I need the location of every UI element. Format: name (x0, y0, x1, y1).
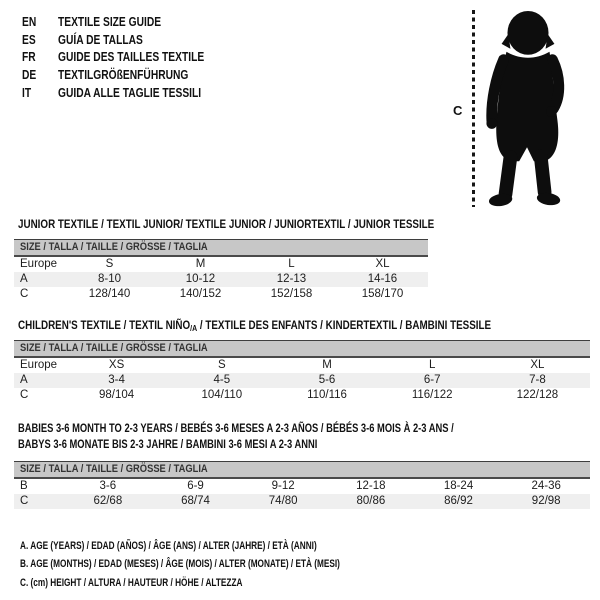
language-code (22, 68, 58, 82)
table-cell: S (217, 359, 226, 371)
legend-footnotes (20, 537, 447, 592)
table-cell: 92/98 (531, 495, 561, 507)
language-code-text: EN (22, 14, 37, 29)
table-cell: M (195, 258, 206, 270)
table-row (14, 494, 590, 509)
language-title: GUÍA DE TALLAS (58, 32, 143, 47)
table-row (14, 257, 428, 272)
footnote-a (20, 537, 447, 555)
table-cell: 14-16 (367, 273, 398, 285)
table-row (14, 272, 428, 287)
table-cell: 104/110 (201, 389, 243, 401)
row-label: C (20, 495, 29, 507)
language-row (22, 66, 236, 84)
table-cell: XL (530, 359, 545, 371)
section-title-subscript: /A (190, 323, 198, 333)
language-code-text: ES (22, 32, 36, 47)
table-cell: 110/116 (307, 389, 347, 401)
language-code (22, 15, 58, 29)
language-code (22, 50, 58, 64)
table-cell: XS (108, 359, 125, 371)
table-cell: 18-24 (443, 480, 474, 492)
children-size-table (14, 340, 590, 403)
table-cell: 9-12 (271, 480, 295, 492)
footnote-text: B. AGE (MONTHS) / EDAD (MESES) / ÂGE (MOIS) / ALTER (MONATE) / ETÀ (MESI) (20, 558, 340, 571)
language-row (22, 84, 236, 102)
table-cell: 98/104 (99, 389, 135, 401)
size-header-bar (14, 239, 428, 257)
row-label: Europe (20, 359, 58, 371)
row-label: C (20, 288, 29, 300)
footnote-b (20, 555, 447, 573)
row-label: A (20, 273, 28, 285)
table-cell: 8-10 (97, 273, 122, 285)
section-title-children (18, 318, 491, 333)
language-code (22, 33, 58, 47)
row-label: C (20, 389, 29, 401)
size-header-text: SIZE / TALLA / TAILLE / GRÖSSE / TAGLIA (20, 342, 208, 354)
babies-size-table (14, 461, 590, 509)
size-header-bar (14, 340, 590, 358)
language-code (22, 86, 58, 100)
table-row (14, 479, 590, 494)
table-cell: 10-12 (185, 273, 216, 285)
baby-silhouette-image (484, 8, 572, 207)
height-measure-dashed-line (472, 10, 475, 207)
language-row (22, 13, 236, 31)
row-label: A (20, 374, 28, 386)
table-row (14, 373, 590, 388)
table-cell: 7-8 (529, 374, 546, 386)
size-header-bar (14, 461, 590, 479)
table-cell: 4-5 (213, 374, 231, 386)
table-row (14, 358, 590, 373)
language-title: TEXTILGRÖßENFÜHRUNG (58, 68, 189, 83)
size-header-text: SIZE / TALLA / TAILLE / GRÖSSE / TAGLIA (20, 463, 208, 475)
table-row (14, 388, 590, 403)
footnote-c (20, 574, 447, 592)
table-cell: 3-6 (99, 480, 117, 492)
language-title: GUIDE DES TAILLES TEXTILE (58, 50, 205, 65)
language-code-text: IT (22, 86, 32, 101)
language-row (22, 31, 236, 49)
table-cell: 86/92 (444, 495, 473, 507)
section-title-text: CHILDREN'S TEXTILE / TEXTIL NIÑO (18, 318, 191, 332)
section-title-line: BABYS 3-6 MONATE BIS 2-3 JAHRE / BAMBINI 3-6 MESI A 2-3 ANNI (18, 436, 318, 451)
table-cell: 152/158 (270, 288, 313, 300)
row-label: Europe (20, 258, 58, 270)
table-cell: 6-9 (187, 480, 204, 492)
language-code-text: DE (22, 68, 37, 83)
language-title: TEXTILE SIZE GUIDE (58, 14, 162, 29)
table-cell: 6-7 (423, 374, 441, 386)
table-cell: 116/122 (411, 389, 453, 401)
section-title-text: / TEXTILE DES ENFANTS / KINDERTEXTIL / BAMBINI TESSILE (197, 318, 492, 332)
language-title: GUIDA ALLE TAGLIE TESSILI (58, 86, 202, 101)
table-cell: 122/128 (516, 389, 559, 401)
table-cell: 62/68 (93, 495, 123, 507)
table-cell: 80/86 (356, 495, 386, 507)
section-title-junior: JUNIOR TEXTILE / TEXTIL JUNIOR/ TEXTILE JUNIOR / JUNIORTEXTIL / JUNIOR TESSILE (18, 217, 435, 231)
language-code-text: FR (22, 50, 36, 65)
language-title-list (22, 13, 236, 102)
table-cell: 128/140 (88, 288, 131, 300)
table-cell: 140/152 (179, 288, 222, 300)
section-title-line: BABIES 3-6 MONTH TO 2-3 YEARS / BEBÉS 3-6 MESES A 2-3 AÑOS / BÉBÉS 3-6 MOIS À 2-3 ANS / (18, 421, 454, 435)
table-cell: 68/74 (181, 495, 210, 507)
table-cell: XL (375, 258, 390, 270)
table-cell: L (288, 258, 295, 270)
table-cell: 12-18 (356, 480, 386, 492)
section-title-babies (18, 421, 454, 452)
junior-size-table (14, 239, 428, 302)
table-cell: 5-6 (318, 374, 336, 386)
height-measure-label: C (453, 103, 463, 118)
table-cell: 74/80 (268, 495, 298, 507)
table-cell: S (105, 258, 114, 270)
table-cell: L (429, 359, 436, 371)
table-cell: 158/170 (361, 288, 404, 300)
size-header-text: SIZE / TALLA / TAILLE / GRÖSSE / TAGLIA (20, 241, 208, 253)
language-row (22, 49, 236, 67)
table-cell: M (322, 359, 332, 371)
footnote-text: A. AGE (YEARS) / EDAD (AÑOS) / ÂGE (ANS) / ALTER (JAHRE) / ETÀ (ANNI) (20, 540, 317, 552)
table-cell: 12-13 (276, 273, 307, 285)
table-cell: 24-36 (531, 480, 561, 492)
table-cell: 3-4 (108, 374, 125, 386)
footnote-text: C. (cm) HEIGHT / ALTURA / HAUTEUR / HÖHE / ALTEZZA (20, 576, 243, 589)
table-row (14, 287, 428, 302)
row-label: B (20, 480, 28, 492)
